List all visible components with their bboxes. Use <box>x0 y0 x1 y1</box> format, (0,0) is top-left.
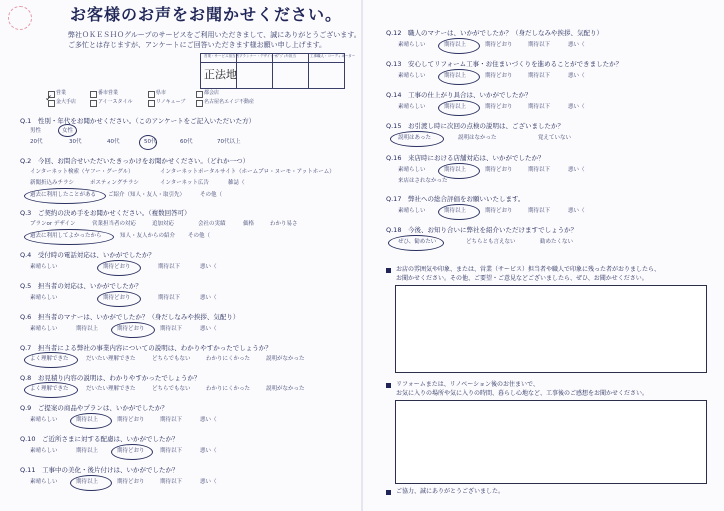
comment1-textarea[interactable] <box>395 285 707 373</box>
answer-circle <box>139 135 157 150</box>
q1-age-option[interactable]: 20代 <box>30 139 43 145</box>
comment1-prompt-line-1: お店の雰囲気や印象、または、営業（サービス）担当者や職人で印象に残った者がおりましたら、 <box>396 266 661 273</box>
intro-line-1: 弊社ＯＫＥＳＨＯグループのサービスをご利用いただきまして、誠にありがとうございます。 <box>68 31 361 39</box>
q15-option[interactable]: 説明はなかった <box>458 135 497 141</box>
q7-option[interactable]: どちらでもない <box>152 356 191 362</box>
q3-option[interactable]: その他（ <box>188 233 211 239</box>
q3-option[interactable]: 追加対応 <box>152 221 175 227</box>
q16-option[interactable]: 期待どおり <box>485 167 513 173</box>
answer-circle <box>58 124 77 137</box>
q14-option[interactable]: 素晴らしい <box>398 104 426 110</box>
answer-circle <box>111 322 155 338</box>
q18-label: Q.18 今後、お知り合いに弊社を紹介いただけますでしょうか？ <box>386 226 578 234</box>
q11-option[interactable]: 期待以上 <box>76 479 99 485</box>
q3-option[interactable]: 過去に利用してよかったから <box>30 233 102 239</box>
q9-label: Q.9 ご提案の商品やプランは、いかがでしたか？ <box>20 404 168 412</box>
q6-option[interactable]: 期待以下 <box>160 326 183 332</box>
q2-option[interactable]: 雑誌（ <box>228 180 245 186</box>
q3-option[interactable]: 価格 <box>243 221 255 227</box>
answer-circle <box>24 382 78 398</box>
q1-age-option[interactable]: 30代 <box>69 139 82 145</box>
answer-circle <box>70 413 112 429</box>
q10-option[interactable]: 素晴らしい <box>30 448 58 454</box>
stamp-mark <box>8 6 32 30</box>
q5-option[interactable]: 期待どおり <box>103 295 131 301</box>
q8-option[interactable]: どちらでもない <box>152 386 191 392</box>
q7-label: Q.7 担当者による弊社の事業内容についての説明は、わかりやすかったでしょうか？ <box>20 344 272 352</box>
q6-option[interactable]: 期待どおり <box>117 326 145 332</box>
q14-option[interactable]: 期待以上 <box>444 104 467 110</box>
q18-option[interactable]: どちらとも言えない <box>466 239 516 245</box>
q8-option[interactable]: よく理解できた <box>30 386 69 392</box>
q3-option[interactable]: わかり易さ <box>270 221 298 227</box>
q12-label: Q.12 職人のマナーは、いかがでしたか？（身だしなみや挨拶、気配り） <box>386 29 603 37</box>
q16-label: Q.16 来店時における店舗対応は、いかがでしたか？ <box>386 154 545 162</box>
q9-option[interactable]: 期待どおり <box>117 417 145 423</box>
q7-option[interactable]: よく理解できた <box>30 356 69 362</box>
q1-age-option[interactable]: 60代 <box>180 139 193 145</box>
q5-option[interactable]: 悪い（ <box>200 295 217 301</box>
q3-option[interactable]: 知人・友人からの紹介 <box>120 233 176 239</box>
q13-option[interactable]: 素晴らしい <box>398 73 426 79</box>
staff-header-4: 工事職人・コーディネーター <box>310 54 356 58</box>
branch-option: 金大手店 <box>56 99 77 105</box>
q13-label: Q.13 安心してリフォーム工事・お住まいづくりを進めることができましたか？ <box>386 60 623 68</box>
answer-circle <box>97 291 141 307</box>
q6-option[interactable]: 悪い（ <box>200 326 217 332</box>
q12-option[interactable]: 素晴らしい <box>398 42 426 48</box>
q9-option[interactable]: 素晴らしい <box>30 417 58 423</box>
answer-circle <box>438 69 480 85</box>
q16-option[interactable]: 来店はされなかった <box>398 178 448 184</box>
page-title: お客様のお声をお聞かせください。 <box>70 5 343 24</box>
q4-option[interactable]: 期待どおり <box>103 264 131 270</box>
q18-option[interactable]: 勧めたくない <box>540 239 574 245</box>
q4-option[interactable]: 素晴らしい <box>30 264 58 270</box>
q8-option[interactable]: 説明がなかった <box>266 386 305 392</box>
q12-option[interactable]: 悪い（ <box>568 42 585 48</box>
q3-option[interactable]: 会社の実績 <box>198 221 226 227</box>
q13-option[interactable]: 期待以上 <box>444 73 467 79</box>
q2-option[interactable]: インターネット広告 <box>160 180 210 186</box>
q7-option[interactable]: わかりにくかった <box>206 356 251 362</box>
q4-option[interactable]: 悪い（ <box>200 264 217 270</box>
q14-label: Q.14 工事の仕上がり具合は、いかがでしたか？ <box>386 91 532 99</box>
q12-option[interactable]: 期待以下 <box>528 42 551 48</box>
q14-option[interactable]: 悪い（ <box>568 104 585 110</box>
q4-label: Q.4 受付時の電話対応は、いかがでしたか？ <box>20 251 155 259</box>
q6-option[interactable]: 素晴らしい <box>30 326 58 332</box>
q3-option[interactable]: 営業担当者の対応 <box>92 221 137 227</box>
q5-option[interactable]: 素晴らしい <box>30 295 58 301</box>
q2-option[interactable]: 過去に利用したことがある <box>30 192 97 198</box>
q1-gender-male[interactable]: 男性 <box>30 128 42 134</box>
answer-circle <box>438 100 480 116</box>
q17-option[interactable]: 期待どおり <box>485 208 513 214</box>
q13-option[interactable]: 期待どおり <box>485 73 513 79</box>
q3-label: Q.3 ご契約の決め手をお聞かせください。（複数回答可） <box>20 209 191 217</box>
branch-option: 名古屋名エイジ不動産 <box>204 99 255 105</box>
answer-circle <box>390 131 444 147</box>
q2-option[interactable]: その他（ <box>200 192 223 198</box>
comment1-prompt-line-2: お聞かせください。その他、ご要望・ご意見などございましたら、ぜひ、お聞かせください。 <box>396 275 648 282</box>
answer-circle <box>24 188 106 204</box>
answer-circle <box>388 235 444 251</box>
q15-label: Q.15 お引渡し時に次回の点検の説明は、ございましたか？ <box>386 122 564 130</box>
staff-name-handwritten: 正法地 <box>204 68 237 81</box>
q9-option[interactable]: 期待以下 <box>160 417 183 423</box>
q16-option[interactable]: 期待以上 <box>444 167 467 173</box>
q9-option[interactable]: 期待以上 <box>76 417 99 423</box>
q10-option[interactable]: 期待以上 <box>76 448 99 454</box>
q17-option[interactable]: 悪い（ <box>568 208 585 214</box>
bullet-icon <box>386 383 391 388</box>
q1-gender-female[interactable]: 女性 <box>62 128 74 134</box>
q14-option[interactable]: 期待以下 <box>528 104 551 110</box>
q15-option[interactable]: 覚えていない <box>538 135 572 141</box>
q12-option[interactable]: 期待以上 <box>444 42 467 48</box>
answer-circle <box>438 38 480 54</box>
q11-option[interactable]: 期待どおり <box>117 479 145 485</box>
q2-option[interactable]: 新聞折込みチラシ <box>30 180 75 186</box>
check-mark: ✓ <box>45 94 53 104</box>
q16-option[interactable]: 悪い（ <box>568 167 585 173</box>
answer-circle <box>438 204 480 220</box>
q10-option[interactable]: 期待どおり <box>117 448 145 454</box>
q10-option[interactable]: 期待以下 <box>160 448 183 454</box>
q3-option[interactable]: プランor デザイン <box>30 221 76 227</box>
fold-line <box>361 0 363 511</box>
q17-label: Q.17 弊社への総合評価をお願いいたします。 <box>386 195 525 203</box>
branch-option: 営業 <box>56 90 67 96</box>
staff-header-1: 営業・サービス担当者 <box>204 54 239 58</box>
q18-option[interactable]: ぜひ、勧めたい <box>398 239 437 245</box>
q8-label: Q.8 お見積り内容の説明は、わかりやすかったでしょうか？ <box>20 374 201 382</box>
q2-option[interactable]: ポスティングチラシ <box>90 180 139 186</box>
q11-option[interactable]: 素晴らしい <box>30 479 58 485</box>
q10-label: Q.10 ご近所さまに対する配慮は、いかがでしたか？ <box>20 435 179 443</box>
bullet-icon <box>386 268 391 273</box>
q11-option[interactable]: 悪い（ <box>200 479 217 485</box>
q11-option[interactable]: 期待以下 <box>160 479 183 485</box>
q1-age-option[interactable]: 50代 <box>144 139 157 145</box>
q17-option[interactable]: 期待以下 <box>528 208 551 214</box>
staff-header-3: ｵﾌﾞｼﾞｪｸﾄ担当 <box>275 54 296 58</box>
q12-option[interactable]: 期待どおり <box>485 42 513 48</box>
q2-option[interactable]: インターネットポータルサイト（ホームプロ・ヌーモ・アットホーム） <box>160 169 335 175</box>
q1-age-option[interactable]: 40代 <box>107 139 120 145</box>
q17-option[interactable]: 期待以上 <box>444 208 467 214</box>
q11-label: Q.11 工事中の美化・後片付けは、いかがでしたか？ <box>20 466 179 474</box>
q1-label: Q.1 性別・年代をお聞かせください。（このアンケートをご記入いただいた方） <box>20 117 256 125</box>
answer-circle <box>70 475 112 491</box>
q7-option[interactable]: だいたい理解できた <box>86 356 136 362</box>
q9-option[interactable]: 悪い（ <box>200 417 217 423</box>
q13-option[interactable]: 悪い（ <box>568 73 585 79</box>
comment2-prompt-line-2: お気に入りの場所や気に入りの時間、暮らし心地など、工事後のご感想をお聞かせください。 <box>396 390 649 397</box>
intro-line-2: ご多忙とは存じますが、アンケートにご回答いただきます様お願い申し上げます。 <box>68 41 327 49</box>
q6-label: Q.6 担当者のマナーは、いかがでしたか？（身だしなみや挨拶、気配り） <box>20 313 240 321</box>
q8-option[interactable]: わかりにくかった <box>206 386 251 392</box>
q2-option[interactable]: インターネット検索（ヤフー・グーグル） <box>30 169 134 175</box>
q6-option[interactable]: 期待以上 <box>76 326 99 332</box>
answer-circle <box>97 260 141 276</box>
q2-option[interactable]: ご紹介（知人・友人・取引先） <box>108 192 186 198</box>
q4-option[interactable]: 期待以下 <box>158 264 181 270</box>
branch-option: アイ一スタイル <box>98 99 133 105</box>
branch-option: 番市営業 <box>98 90 119 96</box>
q2-label: Q.2 今回、お問合せいただいたきっかけをお聞かせください。（どれか一つ） <box>20 157 250 165</box>
q13-option[interactable]: 期待以下 <box>528 73 551 79</box>
answer-circle <box>24 229 114 245</box>
staff-table <box>200 53 356 89</box>
q1-age-option[interactable]: 70代以上 <box>217 139 241 145</box>
staff-header-2: プランナー・デザイナー <box>239 54 278 58</box>
branch-option: 県市 <box>156 90 167 96</box>
q5-option[interactable]: 期待以下 <box>158 295 181 301</box>
answer-circle <box>111 444 153 460</box>
q16-option[interactable]: 期待以下 <box>528 167 551 173</box>
q7-option[interactable]: 説明がなかった <box>266 356 305 362</box>
q15-option[interactable]: 説明はあった <box>398 135 431 141</box>
comment2-textarea[interactable] <box>395 400 707 484</box>
q5-label: Q.5 担当者の対応は、いかがでしたか？ <box>20 282 142 290</box>
branch-option: リノキューブ <box>156 99 186 105</box>
bullet-icon <box>386 490 391 495</box>
q8-option[interactable]: だいたい理解できた <box>86 386 136 392</box>
q10-option[interactable]: 悪い（ <box>200 448 217 454</box>
q17-option[interactable]: 素晴らしい <box>398 208 426 214</box>
comment2-prompt-line-1: リフォームまたは、リノベーション後のお住まいで、 <box>396 381 539 388</box>
q16-option[interactable]: 素晴らしい <box>398 167 426 173</box>
q14-option[interactable]: 期待どおり <box>485 104 513 110</box>
answer-circle <box>24 352 78 368</box>
answer-circle <box>438 163 480 179</box>
branch-option: 都会店 <box>204 90 220 96</box>
thanks-text: ご協力、誠にありがとうございました。 <box>396 488 505 495</box>
